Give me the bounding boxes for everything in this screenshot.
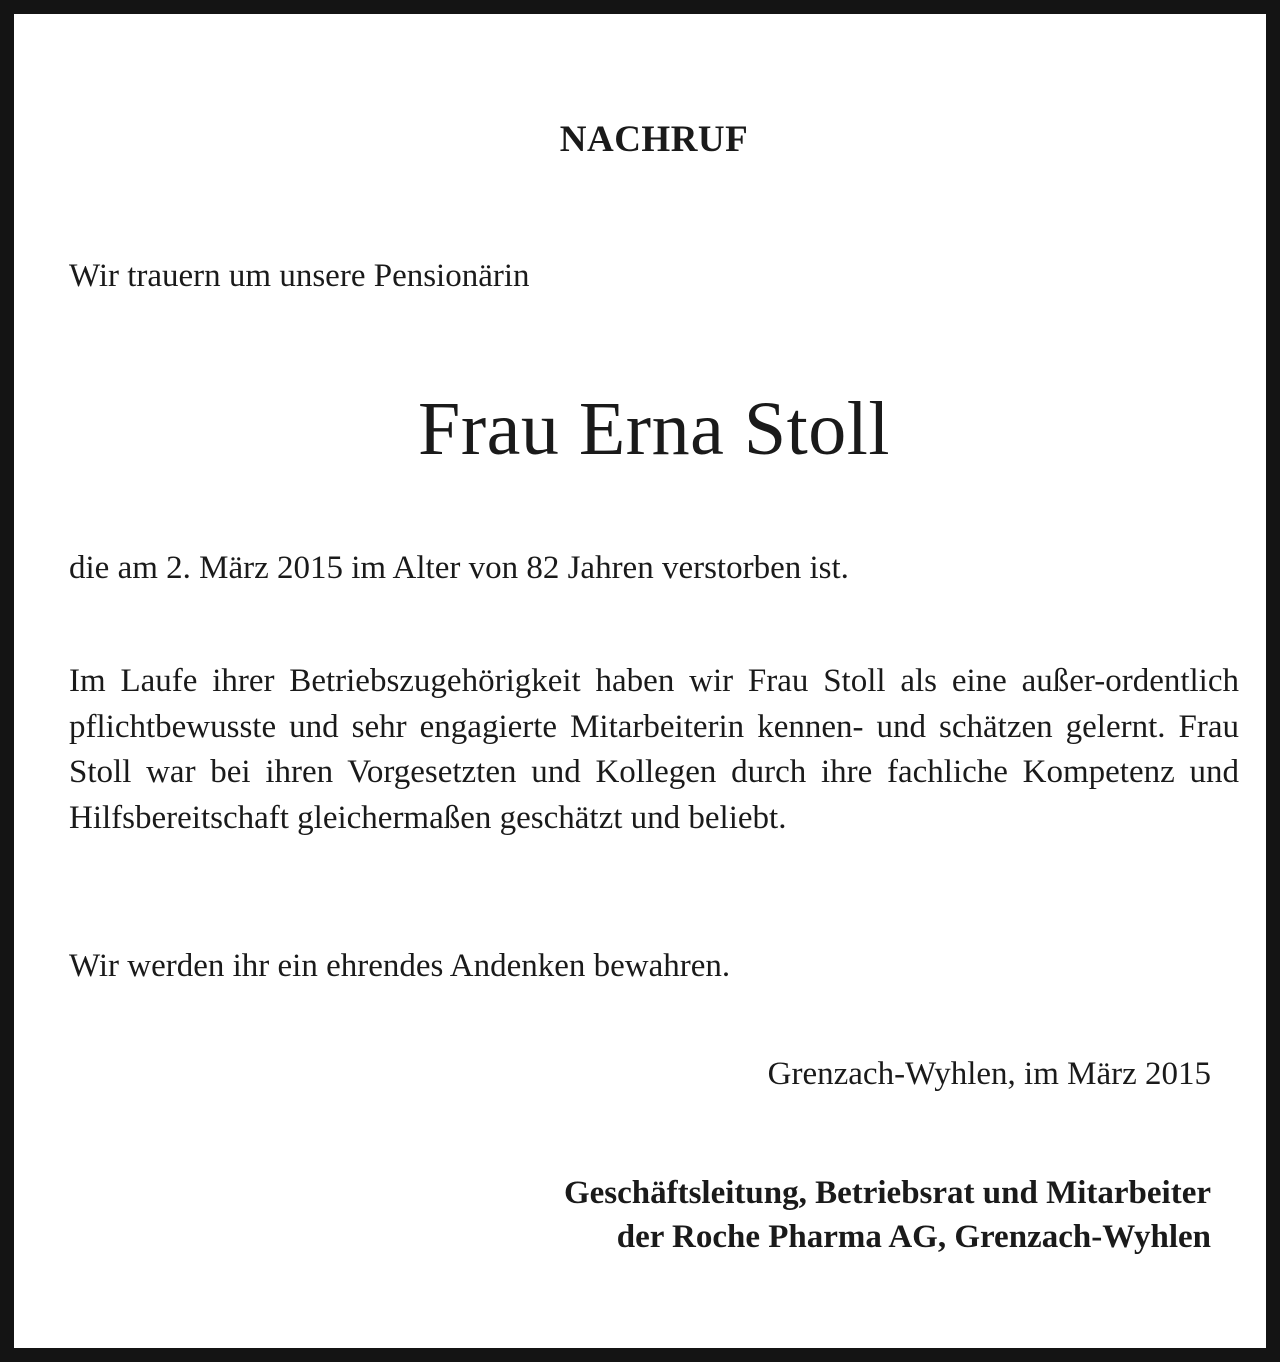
death-date-text: die am 2. März 2015 im Alter von 82 Jahren verstorben ist. xyxy=(69,550,849,586)
signature-block xyxy=(564,1171,1211,1259)
intro-text: Wir trauern um unsere Pensionärin xyxy=(69,258,530,294)
deceased-name: Frau Erna Stoll xyxy=(418,387,890,471)
remembrance-text: Wir werden ihr ein ehrendes Andenken bewahren. xyxy=(69,948,731,984)
place-date: Grenzach-Wyhlen, im März 2015 xyxy=(767,1056,1211,1092)
tribute-paragraph: Im Laufe ihrer Betriebszugehörigkeit haben wir Frau Stoll als eine außer-ordentlich pflichtbewusste und sehr engagierte Mitarbeiterin kennen- und schätzen gelernt. Frau Stoll war bei ihren Vorgesetzten und Kollegen durch ihre fachliche Kompetenz und Hilfsbereitschaft gleichermaßen geschätzt und beliebt. xyxy=(69,663,1239,836)
signature-line-2: der Roche Pharma AG, Grenzach-Wyhlen xyxy=(616,1219,1211,1255)
notice-heading: NACHRUF xyxy=(559,119,749,160)
signature-line-1: Geschäftsleitung, Betriebsrat und Mitarbeiter xyxy=(563,1175,1211,1211)
